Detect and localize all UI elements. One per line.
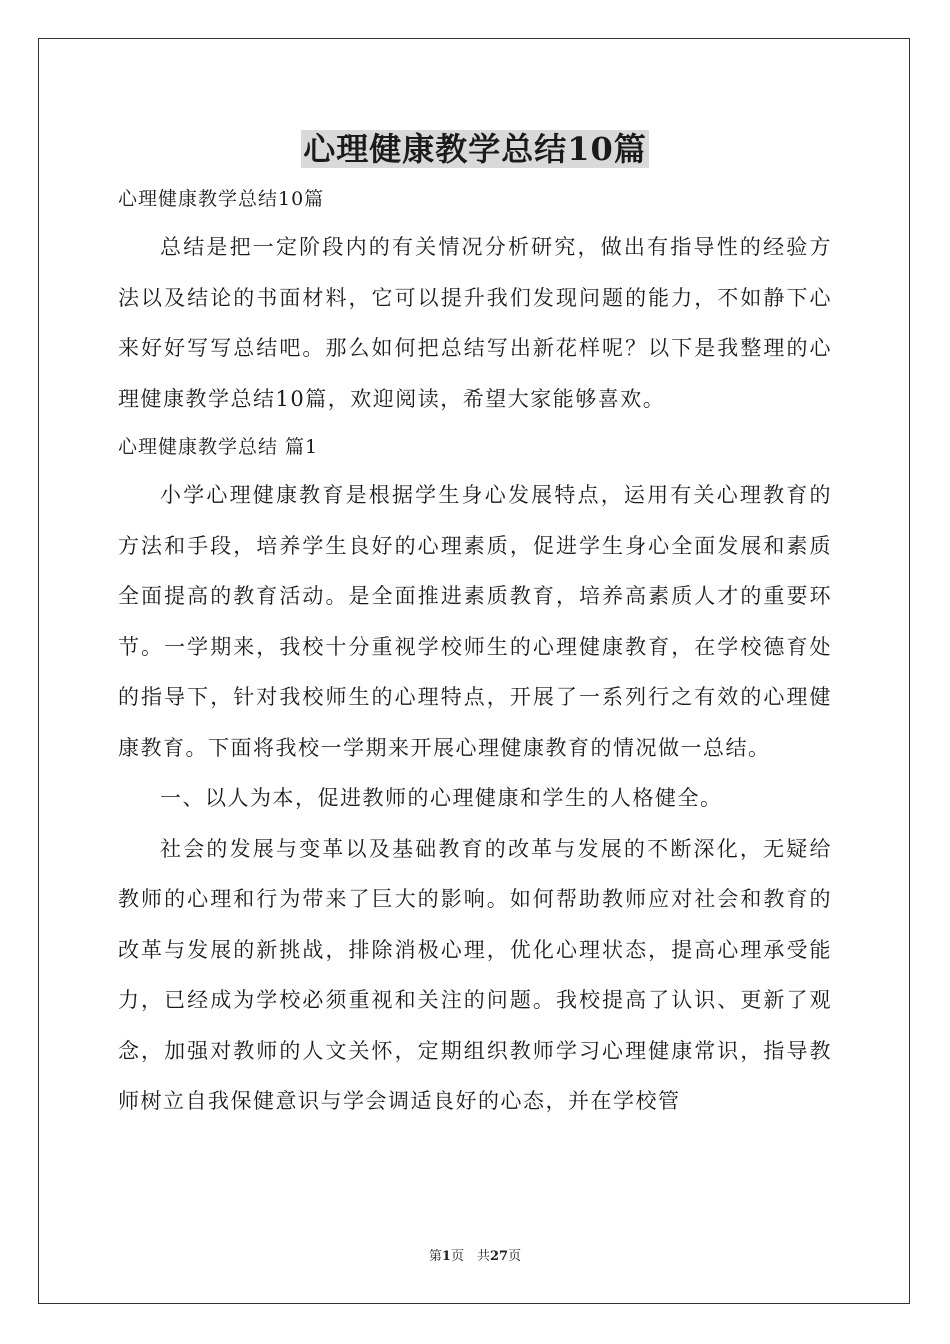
section-paragraph-3: 社会的发展与变革以及基础教育的改革与发展的不断深化，无疑给教师的心理和行为带来了巨大的影响。如何帮助教师应对社会和教育的改革与发展的新挑战，排除消极心理，优化心理状态，提高心理承受能力，已经成为学校必须重视和关注的问题。我校提高了认识、更新了观念，加强对教师的人文关怀，定期组织教师学习心理健康常识，指导教师树立自我保健意识与学会调适良好的心态，并在学校管: [118, 836, 832, 1113]
document-subtitle: 心理健康教学总结10篇: [118, 188, 325, 210]
document-title: [0, 126, 950, 172]
section-paragraph-2: 一、以人为本，促进教师的心理健康和学生的人格健全。: [160, 786, 723, 810]
document-body: [118, 176, 832, 1127]
page-footer: [0, 1245, 950, 1264]
page-prefix: 第: [428, 1249, 442, 1264]
page-suffix: 页: [508, 1249, 522, 1264]
section-heading: 心理健康教学总结 篇1: [118, 436, 319, 458]
intro-paragraph: 总结是把一定阶段内的有关情况分析研究，做出有指导性的经验方法以及结论的书面材料，它可以提升我们发现问题的能力，不如静下心来好好写写总结吧。那么如何把总结写出新花样呢？以下是我整理的心理健康教学总结10篇，欢迎阅读，希望大家能够喜欢。: [118, 235, 832, 411]
section-paragraph-1: 小学心理健康教育是根据学生身心发展特点，运用有关心理教育的方法和手段，培养学生良好的心理素质，促进学生身心全面发展和素质全面提高的教育活动。是全面推进素质教育，培养高素质人才的重要环节。一学期来，我校十分重视学校师生的心理健康教育，在学校德育处的指导下，针对我校师生的心理特点，开展了一系列行之有效的心理健康教育。下面将我校一学期来开展心理健康教育的情况做一总结。: [118, 483, 832, 760]
page-mid: 页 共: [450, 1249, 490, 1264]
page-total: 27: [489, 1249, 509, 1264]
page-current: 1: [441, 1249, 451, 1264]
document-title-text: 心理健康教学总结10篇: [303, 130, 647, 168]
